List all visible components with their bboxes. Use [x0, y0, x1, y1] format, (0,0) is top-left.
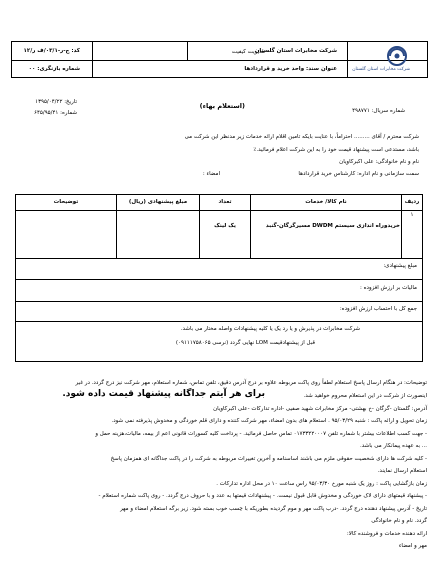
table-row [16, 211, 423, 259]
row-qty: یک لینک [200, 211, 251, 259]
footer-line: - پیشنهاد قیمتهای دارای لاک خوردگی و مخدوش قابل قبول نیست. - پیشنهادات قیمتها به عدد و با حروف درج گردد. - روی پاکت شماره استعلام - [98, 493, 427, 499]
requester-role: سمت سازمانی و نام اداره: کارشناس خرید قراردادها [298, 171, 419, 177]
footer-line: توضیحات: در هنگام ارسال پاسخ استعلام لطفاً روی پاکت مربوطه علاوه بر درج آدرس دقیق، تلفن تماس، شماره استعلام، مهر شرکت نیز درج گردد. در غیر [75, 380, 427, 386]
footer-line: - جهت کسب اطلاعات بیشتر با شماره تلفن ۰۱۷۳۳۲۲۰۰۰۷ تماس حاصل فرمائید. - پرداخت کلیه کسورات قانونی اعم از بیمه، مالیات،هزینه حمل و [95, 431, 427, 437]
row-item: خریدوراه اندازی سیستم DWDM مسیرگرگان-گنبد [251, 211, 402, 259]
footer-line: - کلیه شرکت ها دارای شخصیت حقوقی ملزم می باشند اساسنامه و آخرین تغییرات مربوطه به شرکت را در پاکت جداگانه ای همزمان پاسخ [110, 456, 427, 462]
footer-line: اینصورت از شرکت در این استعلام محروم خواهید شد. [303, 393, 427, 399]
col-notes: توضیحات [16, 195, 117, 211]
total-label: جمع کل با احتساب ارزش افزوده: [339, 306, 417, 312]
logo-text: شرکت مخابرات استان گلستان [352, 67, 410, 72]
col-price: مبلغ پیشنهادی (ریال) [117, 195, 200, 211]
footer-line: زمان تحویل و ارائه پاکت : شنبه ۹۵/۰۳/۲۹ . استعلام های بدون امضاء، مهر شرکت کننده و دارای قلم خوردگی و مخدوش پذیرفته نمی شود. [111, 418, 427, 424]
company-logo [352, 44, 412, 76]
form-code: کد: ج-ر-۰۳/۱/ف ر/۱۲ [23, 48, 80, 54]
quality-label: مدیریت کیفیت [231, 49, 265, 55]
row-price [117, 211, 200, 259]
revision-number: شماره بازنگری: ۰۰ [28, 66, 80, 72]
footer-line: مهر و امضاء [398, 543, 427, 549]
requester-name: نام و نام خانوادگی: علی اکبرکاویان [339, 159, 419, 165]
company-name: شرکت مخابرات استان گلستان [254, 48, 337, 54]
footer-line: آدرس: گلستان -گرگان -خ بهشتی- مرکز مخابرات شهید صفیی -اداره تدارکات -علی اکبرکاویان [213, 406, 427, 412]
footer-line: استعلام ارسال نمایند. [377, 468, 427, 474]
note-reject: شرکت مخابرات در پذیرش و یا رد یک یا کلیه پیشنهادات واصله مختار می باشد. [180, 326, 360, 332]
intro-line-1: شرکت محترم / آقای ......... احتراماً، با عنایت بایکه تامین اقلام ارائه خدمات زیر مدنظر این شرکت می [184, 134, 419, 140]
doc-type: (استعلام بهاء) [199, 102, 245, 110]
col-item: نام کالا/ خدمات [251, 195, 402, 211]
footer-line: زمان بازگشایی پاکت : روز یک شنبه مورخ ۹۵/۰۳/۳۰ راس ساعت ۱۰ در محل اداره تدارکات . [216, 481, 427, 487]
vat-label: مالیات بر ارزش افزوده : [360, 285, 417, 291]
footer-emphasis: برای هر آیتم جداگانه پیشنهاد قیمت داده شود. [62, 389, 265, 399]
footer-line: ارائه دهنده خدمات و فروشنده کالا: [346, 531, 427, 537]
letter-date: تاریخ: ۱۳۹۵/۰۴/۲۲ [35, 99, 77, 105]
note-lom: قبل از پیشنهادقیمت LOM نهایی گردد (نرسی ۰۹۱۱۱۷۵۸۰۶۵) [175, 340, 315, 346]
serial-number: شماره سریال: ۴۹۸۷۷۱ [352, 108, 405, 114]
col-index: ردیف [402, 195, 423, 211]
intro-line-2: باشد، مستدعی است پیشنهاد قیمت خود را به این شرکت اعلام فرمائید.٪ [253, 147, 419, 153]
letter-number: شماره: ۶۴۵/۹۵/۴۱ [34, 110, 77, 116]
footer-line: تاریخ - آدرس پیشنهاد دهنده درج گردد. -درب پاکت مهر و موم گردیده بطوریکه با چسب خوب بسته شود. زیر برگه استعلام امضاء و مهر [120, 506, 427, 512]
row-notes [16, 211, 117, 259]
form-title: عنوان سند: واحد خرید و قراردادها [244, 66, 337, 72]
footer-line: ... به عهده پیمانکار می باشد. [360, 443, 427, 449]
col-qty: تعداد [200, 195, 251, 211]
items-table [15, 194, 423, 259]
signature-label: امضاء : [202, 171, 220, 177]
row-index: ۱ [402, 211, 423, 259]
footer-line: گردد. نام و نام خانوادگی [371, 518, 427, 524]
offer-amount-label: مبلغ پیشنهادی: [383, 263, 417, 269]
